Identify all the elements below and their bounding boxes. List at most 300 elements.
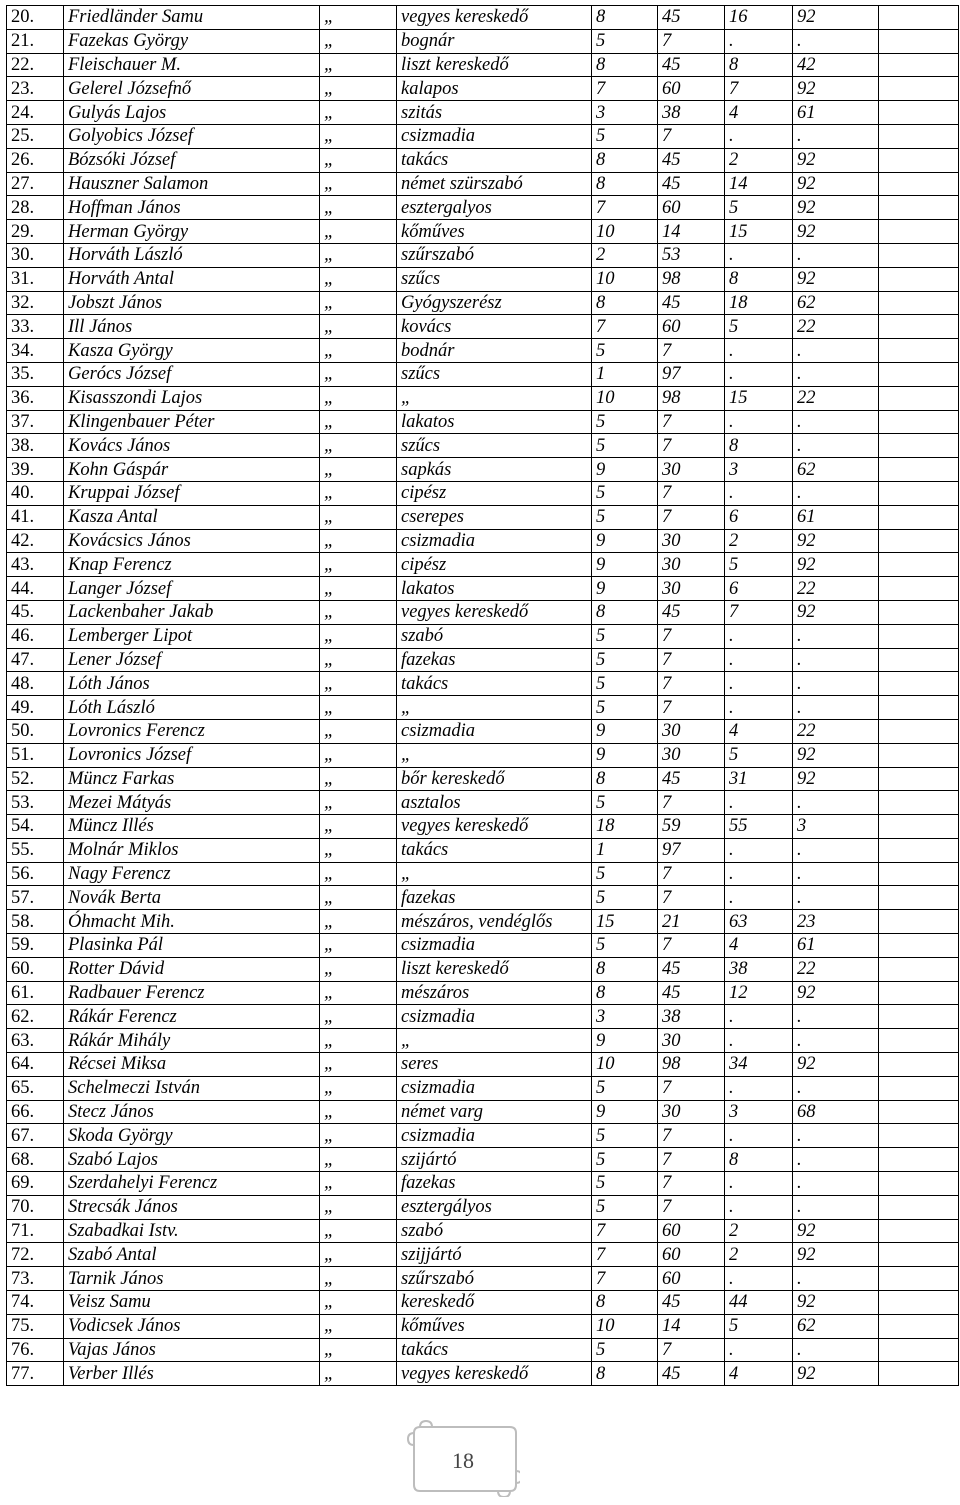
value-4: 61	[793, 505, 879, 529]
blank-cell	[879, 1053, 959, 1077]
occupation: szabó	[397, 624, 592, 648]
occupation: cserepes	[397, 505, 592, 529]
row-number: 77.	[7, 1362, 64, 1386]
value-2: 7	[658, 934, 725, 958]
blank-cell	[879, 1267, 959, 1291]
person-name: Vajas János	[64, 1338, 320, 1362]
blank-cell	[879, 719, 959, 743]
value-4: 22	[793, 577, 879, 601]
value-1: 5	[592, 481, 658, 505]
blank-cell	[879, 1029, 959, 1053]
value-3: 5	[725, 743, 793, 767]
row-number: 48.	[7, 672, 64, 696]
value-4: 22	[793, 957, 879, 981]
occupation: fazekas	[397, 886, 592, 910]
blank-cell	[879, 481, 959, 505]
value-4: .	[793, 410, 879, 434]
table-row	[7, 1338, 959, 1362]
occupation: vegyes kereskedő	[397, 6, 592, 30]
value-2: 7	[658, 505, 725, 529]
blank-cell	[879, 196, 959, 220]
person-name: Golyobics József	[64, 124, 320, 148]
value-3: .	[725, 1029, 793, 1053]
value-4: 22	[793, 719, 879, 743]
value-2: 45	[658, 53, 725, 77]
blank-cell	[879, 767, 959, 791]
value-4: 62	[793, 458, 879, 482]
value-1: 10	[592, 1053, 658, 1077]
occupation: „	[397, 862, 592, 886]
value-1: 5	[592, 862, 658, 886]
value-3: .	[725, 838, 793, 862]
value-1: 9	[592, 1029, 658, 1053]
value-3: .	[725, 672, 793, 696]
person-name: Kruppai József	[64, 481, 320, 505]
table-row	[7, 1124, 959, 1148]
person-name: Lovronics Ferencz	[64, 719, 320, 743]
value-1: 10	[592, 267, 658, 291]
value-2: 53	[658, 243, 725, 267]
status-mark: „	[320, 505, 397, 529]
value-3: 8	[725, 53, 793, 77]
table-row	[7, 624, 959, 648]
status-mark: „	[320, 481, 397, 505]
status-mark: „	[320, 196, 397, 220]
occupation: szabó	[397, 1219, 592, 1243]
value-1: 5	[592, 934, 658, 958]
value-1: 8	[592, 1291, 658, 1315]
value-4: .	[793, 339, 879, 363]
person-name: Lóth László	[64, 696, 320, 720]
value-1: 5	[592, 1148, 658, 1172]
value-1: 7	[592, 1243, 658, 1267]
value-2: 60	[658, 1243, 725, 1267]
status-mark: „	[320, 267, 397, 291]
value-4: .	[793, 672, 879, 696]
blank-cell	[879, 220, 959, 244]
person-name: Gerócs József	[64, 362, 320, 386]
value-2: 60	[658, 1219, 725, 1243]
table-row	[7, 553, 959, 577]
value-4: 61	[793, 101, 879, 125]
value-3: 2	[725, 1243, 793, 1267]
row-number: 76.	[7, 1338, 64, 1362]
value-1: 7	[592, 1219, 658, 1243]
value-1: 8	[592, 600, 658, 624]
value-4: 92	[793, 148, 879, 172]
occupation: csizmadia	[397, 1005, 592, 1029]
table-row	[7, 1267, 959, 1291]
blank-cell	[879, 1148, 959, 1172]
status-mark: „	[320, 672, 397, 696]
value-2: 97	[658, 838, 725, 862]
occupation: fazekas	[397, 1172, 592, 1196]
value-1: 5	[592, 1076, 658, 1100]
value-1: 8	[592, 53, 658, 77]
occupation: szijjártó	[397, 1243, 592, 1267]
row-number: 74.	[7, 1291, 64, 1315]
value-3: 5	[725, 196, 793, 220]
value-4: .	[793, 29, 879, 53]
occupation: asztalos	[397, 791, 592, 815]
row-number: 29.	[7, 220, 64, 244]
row-number: 62.	[7, 1005, 64, 1029]
table-row	[7, 410, 959, 434]
table-row	[7, 1219, 959, 1243]
value-1: 8	[592, 957, 658, 981]
occupation: vegyes kereskedő	[397, 1362, 592, 1386]
status-mark: „	[320, 529, 397, 553]
value-4: 92	[793, 220, 879, 244]
person-name: Veisz Samu	[64, 1291, 320, 1315]
table-row	[7, 791, 959, 815]
status-mark: „	[320, 458, 397, 482]
roster-body	[7, 6, 959, 1386]
occupation: fazekas	[397, 648, 592, 672]
value-2: 60	[658, 196, 725, 220]
value-3: .	[725, 1195, 793, 1219]
value-3: .	[725, 1338, 793, 1362]
value-1: 9	[592, 743, 658, 767]
value-3: .	[725, 243, 793, 267]
value-1: 3	[592, 101, 658, 125]
occupation: kőműves	[397, 220, 592, 244]
value-2: 7	[658, 1338, 725, 1362]
row-number: 43.	[7, 553, 64, 577]
value-4: .	[793, 648, 879, 672]
row-number: 46.	[7, 624, 64, 648]
row-number: 67.	[7, 1124, 64, 1148]
value-1: 5	[592, 339, 658, 363]
value-3: 63	[725, 910, 793, 934]
status-mark: „	[320, 291, 397, 315]
status-mark: „	[320, 648, 397, 672]
value-3: 8	[725, 267, 793, 291]
value-2: 7	[658, 1148, 725, 1172]
occupation: „	[397, 386, 592, 410]
row-number: 33.	[7, 315, 64, 339]
occupation: cipész	[397, 481, 592, 505]
row-number: 44.	[7, 577, 64, 601]
person-name: Szabó Lajos	[64, 1148, 320, 1172]
value-4: 3	[793, 815, 879, 839]
value-3: 31	[725, 767, 793, 791]
row-number: 64.	[7, 1053, 64, 1077]
person-name: Lemberger Lipot	[64, 624, 320, 648]
value-1: 9	[592, 1100, 658, 1124]
row-number: 37.	[7, 410, 64, 434]
value-1: 5	[592, 1172, 658, 1196]
person-name: Mezei Mátyás	[64, 791, 320, 815]
value-4: 62	[793, 291, 879, 315]
value-4: 92	[793, 267, 879, 291]
row-number: 60.	[7, 957, 64, 981]
person-name: Rákár Mihály	[64, 1029, 320, 1053]
blank-cell	[879, 862, 959, 886]
status-mark: „	[320, 1053, 397, 1077]
blank-cell	[879, 1291, 959, 1315]
value-1: 9	[592, 458, 658, 482]
status-mark: „	[320, 220, 397, 244]
value-4: 92	[793, 77, 879, 101]
table-row	[7, 696, 959, 720]
occupation: szűcs	[397, 267, 592, 291]
table-row	[7, 1005, 959, 1029]
value-1: 7	[592, 1267, 658, 1291]
occupation: szűcs	[397, 362, 592, 386]
row-number: 65.	[7, 1076, 64, 1100]
status-mark: „	[320, 101, 397, 125]
table-row	[7, 315, 959, 339]
table-row	[7, 481, 959, 505]
person-name: Kovácsics János	[64, 529, 320, 553]
occupation: takács	[397, 1338, 592, 1362]
value-4: .	[793, 1195, 879, 1219]
person-name: Lóth János	[64, 672, 320, 696]
blank-cell	[879, 672, 959, 696]
person-name: Lovronics József	[64, 743, 320, 767]
blank-cell	[879, 577, 959, 601]
table-row	[7, 767, 959, 791]
person-name: Plasinka Pál	[64, 934, 320, 958]
value-4: .	[793, 1124, 879, 1148]
person-name: Szabó Antal	[64, 1243, 320, 1267]
row-number: 32.	[7, 291, 64, 315]
value-2: 45	[658, 767, 725, 791]
value-1: 7	[592, 315, 658, 339]
row-number: 52.	[7, 767, 64, 791]
table-row	[7, 339, 959, 363]
value-2: 7	[658, 124, 725, 148]
blank-cell	[879, 315, 959, 339]
blank-cell	[879, 791, 959, 815]
person-name: Lackenbaher Jakab	[64, 600, 320, 624]
row-number: 34.	[7, 339, 64, 363]
table-row	[7, 1362, 959, 1386]
table-row	[7, 53, 959, 77]
value-1: 5	[592, 434, 658, 458]
value-1: 15	[592, 910, 658, 934]
value-1: 8	[592, 767, 658, 791]
value-3: 38	[725, 957, 793, 981]
value-4: .	[793, 124, 879, 148]
status-mark: „	[320, 934, 397, 958]
status-mark: „	[320, 77, 397, 101]
blank-cell	[879, 1362, 959, 1386]
blank-cell	[879, 148, 959, 172]
person-name: Hauszner Salamon	[64, 172, 320, 196]
status-mark: „	[320, 767, 397, 791]
person-name: Herman György	[64, 220, 320, 244]
value-1: 10	[592, 386, 658, 410]
value-3: .	[725, 791, 793, 815]
value-4: 42	[793, 53, 879, 77]
value-1: 5	[592, 791, 658, 815]
value-2: 7	[658, 410, 725, 434]
value-1: 8	[592, 6, 658, 30]
value-1: 7	[592, 77, 658, 101]
blank-cell	[879, 124, 959, 148]
blank-cell	[879, 172, 959, 196]
person-name: Szerdahelyi Ferencz	[64, 1172, 320, 1196]
person-name: Radbauer Ferencz	[64, 981, 320, 1005]
row-number: 72.	[7, 1243, 64, 1267]
person-name: Kasza György	[64, 339, 320, 363]
value-4: 23	[793, 910, 879, 934]
blank-cell	[879, 696, 959, 720]
row-number: 28.	[7, 196, 64, 220]
value-4: .	[793, 791, 879, 815]
value-3: 6	[725, 505, 793, 529]
occupation: vegyes kereskedő	[397, 600, 592, 624]
status-mark: „	[320, 1100, 397, 1124]
person-name: Récsei Miksa	[64, 1053, 320, 1077]
table-row	[7, 600, 959, 624]
status-mark: „	[320, 410, 397, 434]
blank-cell	[879, 458, 959, 482]
person-name: Lener József	[64, 648, 320, 672]
status-mark: „	[320, 172, 397, 196]
occupation: esztergályos	[397, 1195, 592, 1219]
value-4: 92	[793, 600, 879, 624]
value-4: 62	[793, 1314, 879, 1338]
person-name: Gelerel Józsefnő	[64, 77, 320, 101]
occupation: mészáros	[397, 981, 592, 1005]
occupation: kovács	[397, 315, 592, 339]
value-1: 5	[592, 410, 658, 434]
occupation: lakatos	[397, 577, 592, 601]
row-number: 21.	[7, 29, 64, 53]
row-number: 50.	[7, 719, 64, 743]
table-row	[7, 6, 959, 30]
person-name: Verber Illés	[64, 1362, 320, 1386]
table-row	[7, 386, 959, 410]
blank-cell	[879, 505, 959, 529]
status-mark: „	[320, 6, 397, 30]
person-name: Kovács János	[64, 434, 320, 458]
value-4: 92	[793, 6, 879, 30]
value-3: .	[725, 886, 793, 910]
value-3: .	[725, 696, 793, 720]
row-number: 24.	[7, 101, 64, 125]
occupation: csizmadia	[397, 1076, 592, 1100]
value-2: 38	[658, 101, 725, 125]
row-number: 61.	[7, 981, 64, 1005]
value-2: 45	[658, 957, 725, 981]
blank-cell	[879, 553, 959, 577]
occupation: bognár	[397, 29, 592, 53]
value-1: 8	[592, 291, 658, 315]
row-number: 68.	[7, 1148, 64, 1172]
value-1: 5	[592, 696, 658, 720]
value-3: 2	[725, 1219, 793, 1243]
status-mark: „	[320, 1362, 397, 1386]
status-mark: „	[320, 243, 397, 267]
value-4: 92	[793, 529, 879, 553]
value-1: 10	[592, 1314, 658, 1338]
value-3: 15	[725, 386, 793, 410]
status-mark: „	[320, 1076, 397, 1100]
row-number: 51.	[7, 743, 64, 767]
blank-cell	[879, 1005, 959, 1029]
value-1: 8	[592, 148, 658, 172]
table-row	[7, 1314, 959, 1338]
value-4: .	[793, 1005, 879, 1029]
occupation: szűrszabó	[397, 1267, 592, 1291]
blank-cell	[879, 910, 959, 934]
status-mark: „	[320, 1029, 397, 1053]
status-mark: „	[320, 148, 397, 172]
occupation: takács	[397, 672, 592, 696]
row-number: 42.	[7, 529, 64, 553]
value-2: 59	[658, 815, 725, 839]
table-row	[7, 957, 959, 981]
value-2: 30	[658, 1100, 725, 1124]
value-2: 98	[658, 267, 725, 291]
occupation: német varg	[397, 1100, 592, 1124]
table-row	[7, 458, 959, 482]
occupation: német szürszabó	[397, 172, 592, 196]
status-mark: „	[320, 1195, 397, 1219]
status-mark: „	[320, 886, 397, 910]
value-3: .	[725, 648, 793, 672]
value-2: 30	[658, 458, 725, 482]
person-name: Jobszt János	[64, 291, 320, 315]
value-3: .	[725, 481, 793, 505]
value-1: 18	[592, 815, 658, 839]
occupation: sapkás	[397, 458, 592, 482]
value-3: 4	[725, 719, 793, 743]
blank-cell	[879, 434, 959, 458]
table-row	[7, 886, 959, 910]
row-number: 66.	[7, 1100, 64, 1124]
value-2: 7	[658, 1076, 725, 1100]
value-4: 92	[793, 172, 879, 196]
table-row	[7, 672, 959, 696]
value-1: 5	[592, 505, 658, 529]
table-row	[7, 172, 959, 196]
occupation: szitás	[397, 101, 592, 125]
blank-cell	[879, 957, 959, 981]
blank-cell	[879, 815, 959, 839]
value-1: 5	[592, 124, 658, 148]
row-number: 54.	[7, 815, 64, 839]
occupation: szűcs	[397, 434, 592, 458]
roster-table	[6, 5, 959, 1386]
value-3: 14	[725, 172, 793, 196]
blank-cell	[879, 1243, 959, 1267]
value-1: 5	[592, 886, 658, 910]
value-3: .	[725, 124, 793, 148]
table-row	[7, 291, 959, 315]
value-3: 12	[725, 981, 793, 1005]
person-name: Molnár Miklos	[64, 838, 320, 862]
blank-cell	[879, 53, 959, 77]
value-2: 45	[658, 148, 725, 172]
value-3: .	[725, 862, 793, 886]
status-mark: „	[320, 315, 397, 339]
value-2: 60	[658, 1267, 725, 1291]
value-1: 8	[592, 1362, 658, 1386]
table-row	[7, 529, 959, 553]
value-1: 5	[592, 648, 658, 672]
blank-cell	[879, 1124, 959, 1148]
blank-cell	[879, 1100, 959, 1124]
table-row	[7, 910, 959, 934]
occupation: csizmadia	[397, 934, 592, 958]
value-3: 8	[725, 1148, 793, 1172]
blank-cell	[879, 648, 959, 672]
